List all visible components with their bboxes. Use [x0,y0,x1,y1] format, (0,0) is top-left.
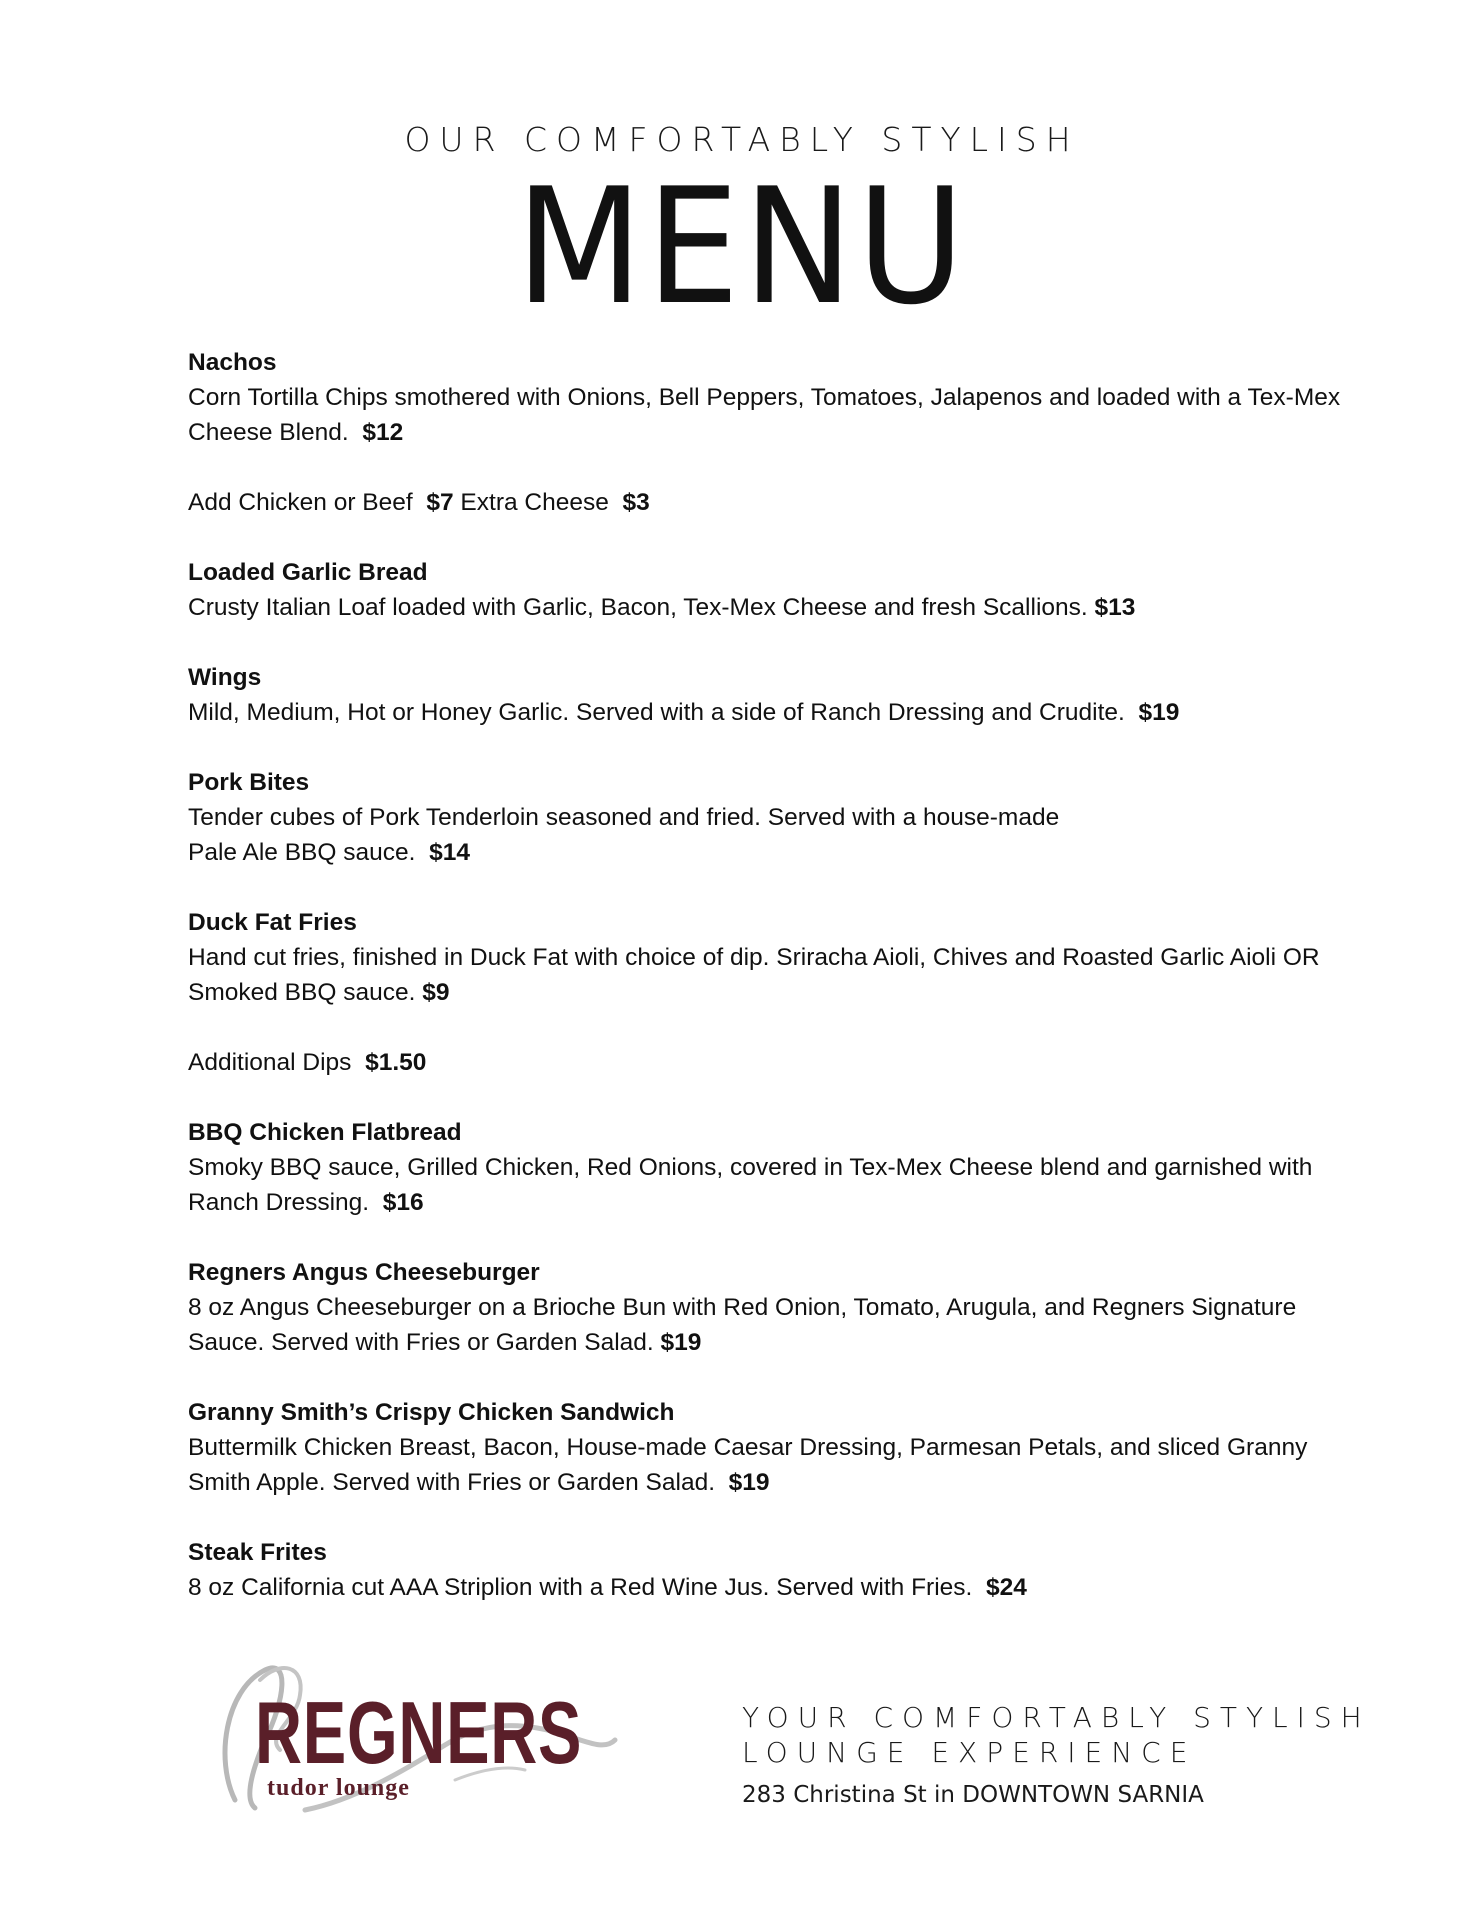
item-description: Tender cubes of Pork Tenderloin seasoned and fried. Served with a house-made [188,804,1060,831]
item-price: $19 [728,1469,770,1496]
menu-item-garlic-bread [188,555,1348,625]
menu-addon-dips [188,1045,1348,1080]
item-name: Pork Bites [188,769,310,796]
item-price: $19 [1138,699,1180,726]
logo-subtitle: tudor lounge [267,1775,410,1801]
logo-wordmark: REGNERS [255,1683,583,1782]
addon-label: Additional Dips [188,1049,352,1076]
item-description: Hand cut fries, finished in Duck Fat with choice of dip. Sriracha Aioli, Chives and Roasted Garlic Aioli OR Smoked BBQ sauce. [188,944,1320,1006]
item-description: Smoky BBQ sauce, Grilled Chicken, Red Onions, covered in Tex-Mex Cheese blend and garnished with Ranch Dressing. [188,1154,1313,1216]
item-description: 8 oz California cut AAA Striplion with a Red Wine Jus. Served with Fries. [188,1574,973,1601]
menu-item-pork-bites [188,765,1348,870]
item-price: $14 [429,839,470,866]
addon-price: $3 [622,489,650,516]
item-price: $16 [382,1189,424,1216]
item-price: $19 [660,1329,702,1356]
tagline-line: LOUNGE EXPERIENCE [742,1736,1197,1769]
addon-label: Extra Cheese [460,489,609,516]
item-name: Steak Frites [188,1539,327,1566]
item-name: BBQ Chicken Flatbread [188,1119,462,1146]
menu-item-cheeseburger [188,1255,1348,1360]
item-name: Duck Fat Fries [188,909,357,936]
addon-label: Add Chicken or Beef [188,489,413,516]
item-name: Regners Angus Cheeseburger [188,1259,540,1286]
item-price: $24 [985,1574,1027,1601]
menu-item-flatbread [188,1115,1348,1220]
item-name: Nachos [188,349,277,376]
menu-item-duck-fat-fries [188,905,1348,1010]
item-description: 8 oz Angus Cheeseburger on a Brioche Bun with Red Onion, Tomato, Arugula, and Regners Signature Sauce. Served with Fries or Garden Salad. [188,1294,1297,1356]
menu-item-chicken-sandwich [188,1395,1348,1500]
menu-item-wings [188,660,1348,730]
footer-tagline [742,1700,1371,1770]
item-price: $12 [362,419,404,446]
header-kicker: OUR COMFORTABLY STYLISH [404,120,1080,159]
addon-price: $7 [426,489,454,516]
item-description: Pale Ale BBQ sauce. [188,839,416,866]
menu-item-nachos [188,345,1348,450]
item-description: Buttermilk Chicken Breast, Bacon, House-made Caesar Dressing, Parmesan Petals, and sliced Granny Smith Apple. Served with Fries or Garden Salad. [188,1434,1308,1496]
page-title: MENU [515,153,969,340]
item-description: Corn Tortilla Chips smothered with Onions, Bell Peppers, Tomatoes, Jalapenos and loaded with a Tex-Mex Cheese Blend. [188,384,1341,446]
item-name: Granny Smith’s Crispy Chicken Sandwich [188,1399,675,1426]
item-name: Wings [188,664,262,691]
item-price: $13 [1094,594,1136,621]
item-description: Crusty Italian Loaf loaded with Garlic, Bacon, Tex-Mex Cheese and fresh Scallions. [188,594,1088,621]
item-description: Mild, Medium, Hot or Honey Garlic. Served with a side of Ranch Dressing and Crudite. [188,699,1125,726]
menu-list [188,345,1348,1640]
menu-item-steak-frites [188,1535,1348,1605]
menu-addon-nachos [188,485,1348,520]
address: 283 Christina St in DOWNTOWN SARNIA [742,1782,1204,1808]
regners-logo [205,1650,625,1820]
addon-price: $1.50 [365,1049,427,1076]
item-price: $9 [422,979,450,1006]
item-name: Loaded Garlic Bread [188,559,428,586]
tagline-line: YOUR COMFORTABLY STYLISH [742,1701,1371,1734]
